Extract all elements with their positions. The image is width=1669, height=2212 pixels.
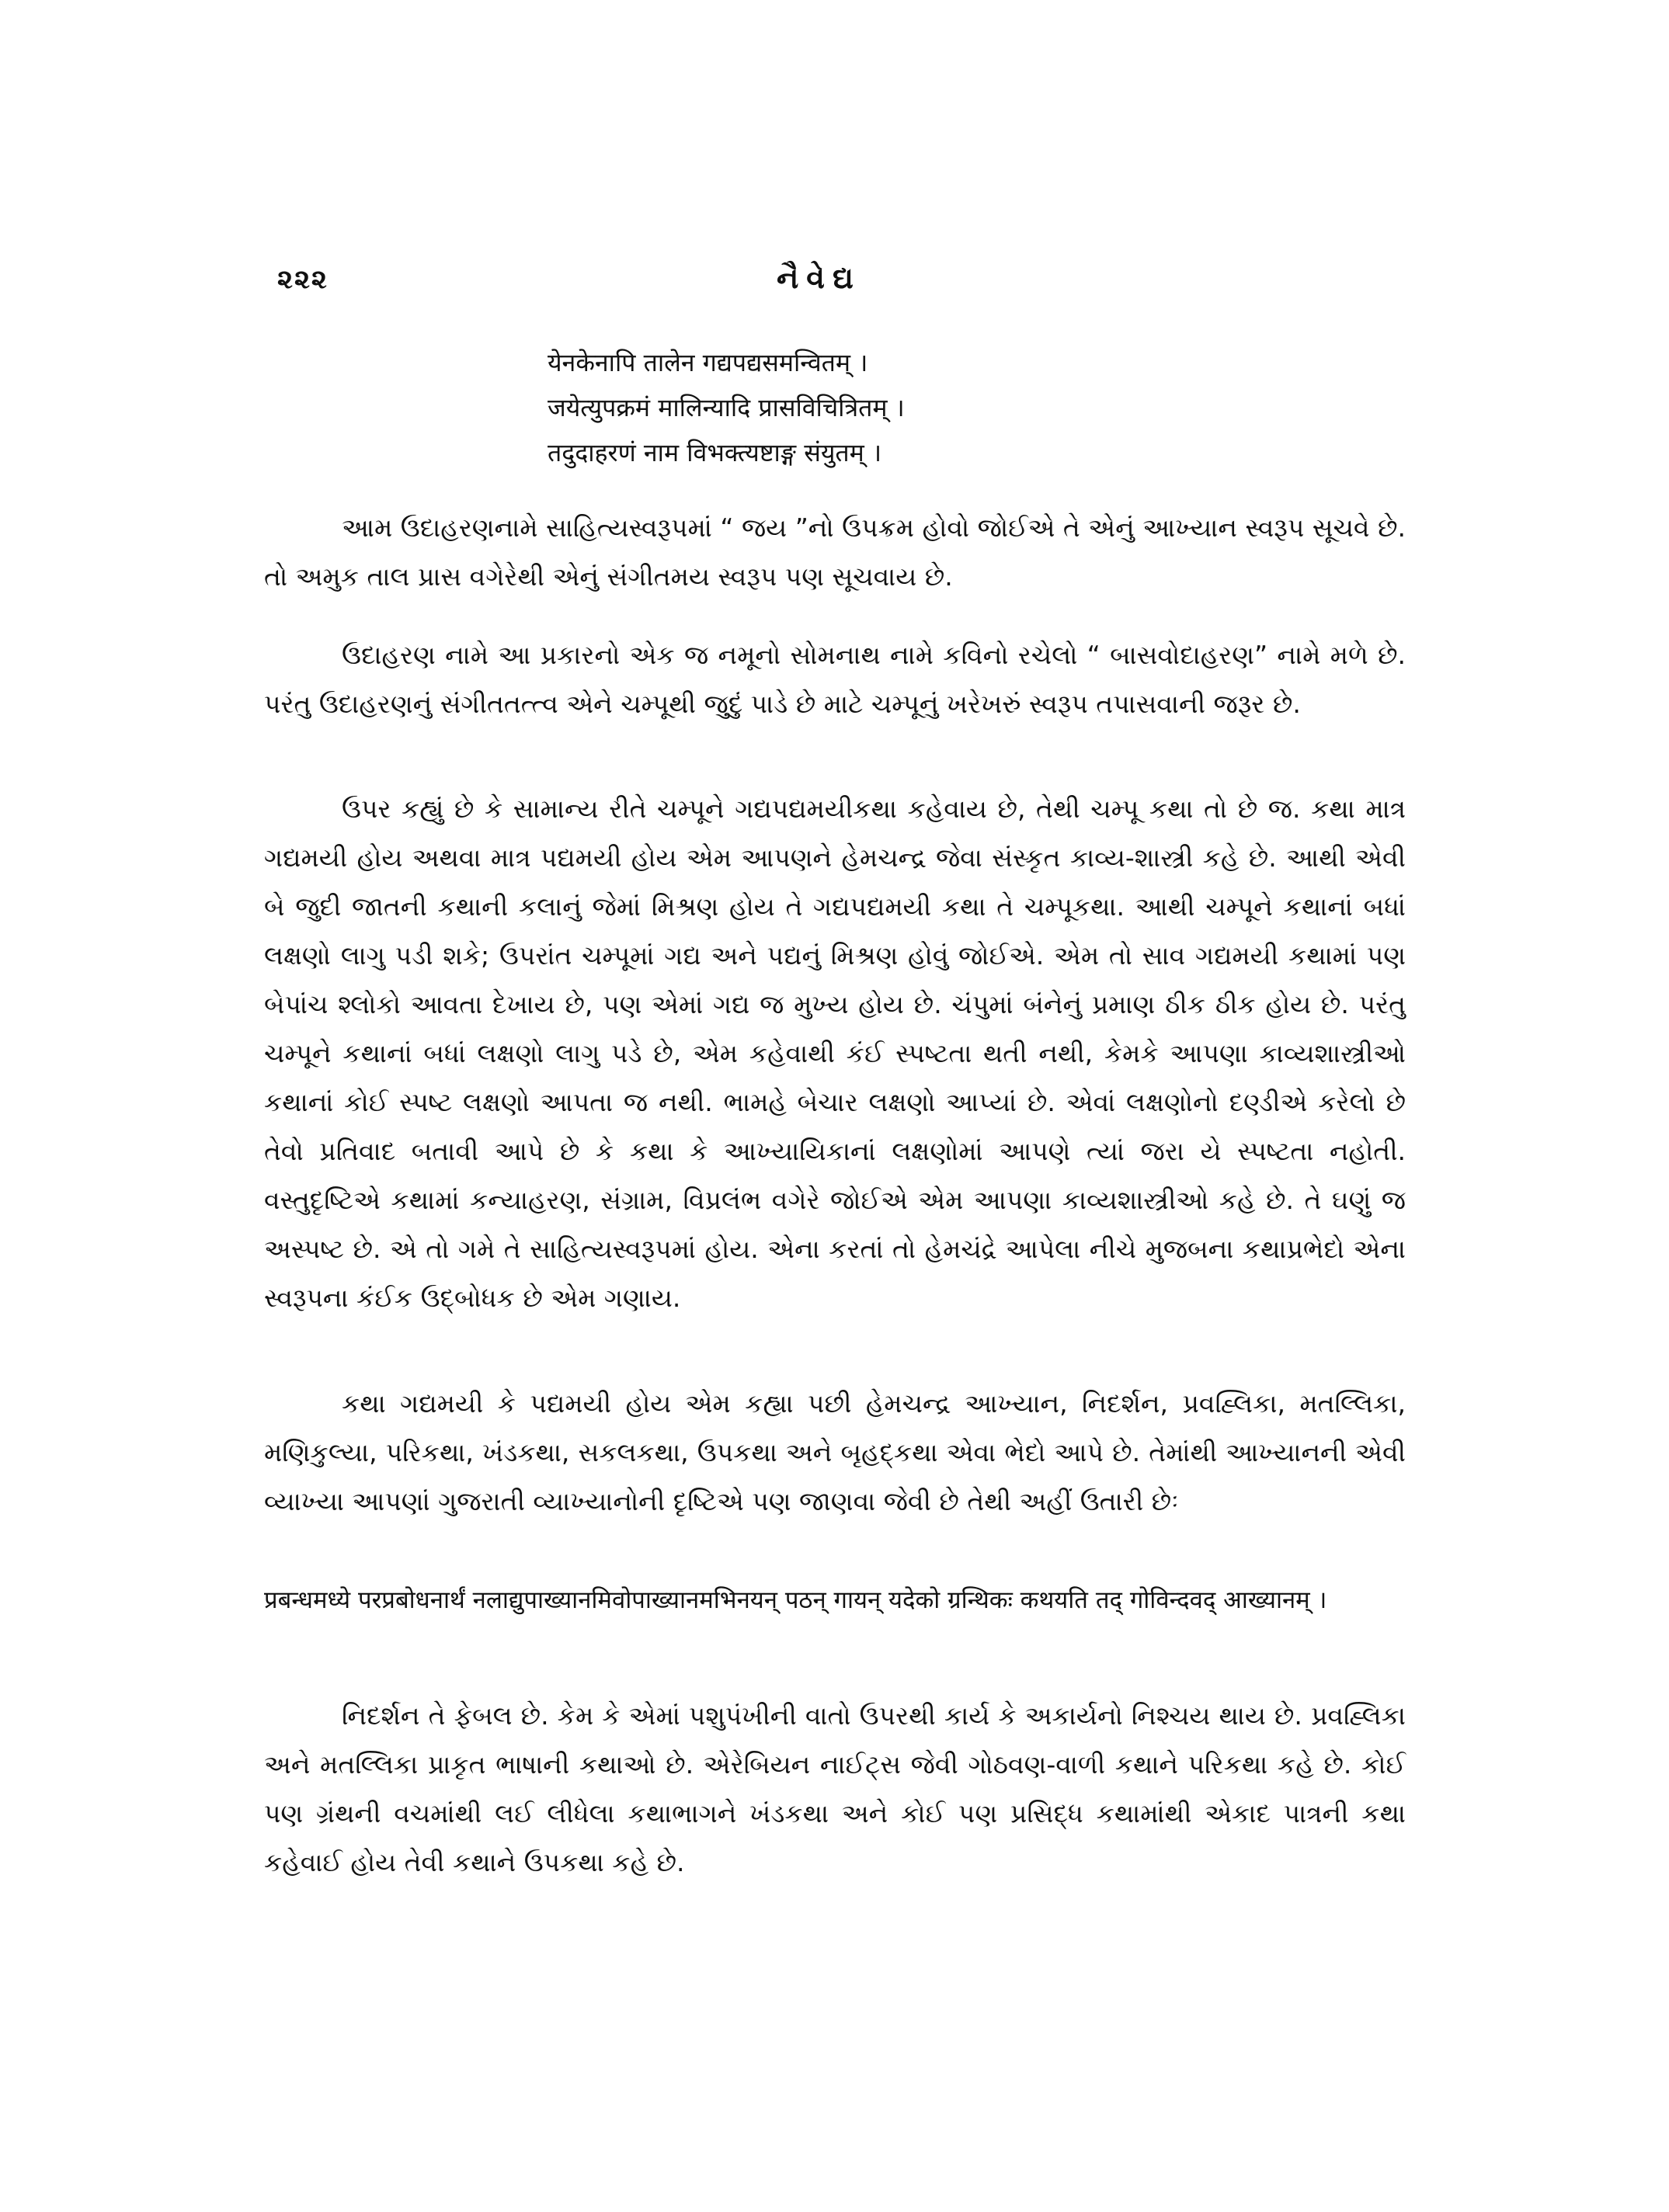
verse-line: जयेत्युपक्रमं मालिन्यादि प्रासविचित्रितम् । (548, 393, 905, 422)
running-head: નૈવેદ્ય (777, 261, 861, 295)
page-number: ૨૨૨ (277, 264, 329, 295)
sanskrit-verse (548, 340, 1402, 475)
sanskrit-quote: प्रबन्धमध्ये परप्रबोधनार्थं नलाद्युपाख्यानमिवोपाख्यानमभिनयन् पठन् गायन् यदेको ग्रन्थिकः कथयति तद् गोविन्दवद् आख्यानम् । (264, 1586, 1327, 1614)
body-paragraph: ઉપર કહ્યું છે કે સામાન્ય રીતે ચમ્પૂને ગદ્યપદ્યમયીકથા કહેવાય છે, તેથી ચમ્પૂ કથા તો છે જ. કથા માત્ર ગદ્યમયી હોય અથવા માત્ર પદ્યમયી હોય એમ આપણને હેમચન્દ્ર જેવા સંસ્કૃત કાવ્ય-શાસ્ત્રી કહે છે. આથી એવી બે જુદી જાતની કથાની કલાનું જેમાં મિશ્રણ હોય તે ગદ્યપદ્યમયી કથા તે ચમ્પૂકથા. આથી ચમ્પૂને કથાનાં બધાં લક્ષણો લાગુ પડી શકે; ઉપરાંત ચમ્પૂમાં ગદ્ય અને પદ્યનું મિશ્રણ હોવું જોઈએ. એમ તો સાવ ગદ્યમયી કથામાં પણ બેપાંચ શ્લોકો આવતા દેખાય છે, પણ એમાં ગદ્ય જ મુખ્ય હોય છે. ચંપુમાં બંનેનું પ્રમાણ ઠીક ઠીક હોય છે. પરંતુ ચમ્પૂને કથાનાં બધાં લક્ષણો લાગુ પડે છે, એમ કહેવાથી કંઈ સ્પષ્ટતા થતી નથી, કેમકે આપણા કાવ્યશાસ્ત્રીઓ કથાનાં કોઈ સ્પષ્ટ લક્ષણો આપતા જ નથી. ભામહે બેચાર લક્ષણો આપ્યાં છે. એવાં લક્ષણોનો દણ્ડીએ કરેલો છે તેવો પ્રતિવાદ બતાવી આપે છે કે કથા કે આખ્યાયિકાનાં લક્ષણોમાં આપણે ત્યાં જરા યે સ્પષ્ટતા નહોતી. વસ્તુદૃષ્ટિએ કથામાં કન્યાહરણ, સંગ્રામ, વિપ્રલંભ વગેરે જોઈએ એમ આપણા કાવ્યશાસ્ત્રીઓ કહે છે. તે ઘણું જ અસ્પષ્ટ છે. એ તો ગમે તે સાહિત્યસ્વરૂપમાં હોય. એના કરતાં તો હેમચંદ્રે આપેલા નીચે મુજબના કથાપ્રભેદો એના સ્વરૂપના કંઈક ઉદ્બોધક છે એમ ગણાય. (264, 793, 1406, 1313)
verse-line: तदुदाहरणं नाम विभक्त्यष्टाङ्ग संयुतम् । (548, 438, 882, 467)
body-paragraph: ઉદાહરણ નામે આ પ્રકારનો એક જ નમૂનો સોમનાથ નામે કવિનો રચેલો “ બાસવોદાહરણ” નામે મળે છે. પરંતુ ઉદાહરણનું સંગીતતત્ત્વ એને ચમ્પૂથી જુદું પાડે છે માટે ચમ્પૂનું ખરેખરું સ્વરૂપ તપાસવાની જરૂર છે. (264, 640, 1406, 719)
verse-line: येनकेनापि तालेन गद्यपद्यसमन्वितम् । (548, 348, 868, 377)
body-paragraph: નિદર્શન તે ફેબલ છે. કેમ કે એમાં પશુપંખીની વાતો ઉપરથી કાર્ય કે અકાર્યનો નિશ્ચય થાય છે. પ્રવહ્લિકા અને મતલ્લિકા પ્રાકૃત ભાષાની કથાઓ છે. એરેબિયન નાઈટ્સ જેવી ગોઠવણ-વાળી કથાને પરિકથા કહે છે. કોઈ પણ ગ્રંથની વચમાંથી લઈ લીધેલા કથાભાગને ખંડકથા અને કોઈ પણ પ્રસિદ્ધ કથામાંથી એકાદ પાત્રની કથા કહેવાઈ હોય તેવી કથાને ઉપકથા કહે છે. (264, 1700, 1406, 1877)
body-paragraph: આમ ઉદાહરણનામે સાહિત્યસ્વરૂપમાં “ જય ”નો ઉપક્રમ હોવો જોઈએ તે એનું આખ્યાન સ્વરૂપ સૂચવે છે. તો અમુક તાલ પ્રાસ વગેરેથી એનું સંગીતમય સ્વરૂપ પણ સૂચવાય છે. (264, 512, 1406, 592)
body-paragraph: કથા ગદ્યમયી કે પદ્યમયી હોય એમ કહ્યા પછી હેમચન્દ્ર આખ્યાન, નિદર્શન, પ્રવહ્લિકા, મતલ્લિકા, મણિકુલ્યા, પરિકથા, ખંડકથા, સકલકથા, ઉપકથા અને બૃહદ્કથા એવા ભેદો આપે છે. તેમાંથી આખ્યાનની એવી વ્યાખ્યા આપણાં ગુજરાતી વ્યાખ્યાનોની દૃષ્ટિએ પણ જાણવા જેવી છે તેથી અહીં ઉતારી છેઃ (264, 1388, 1406, 1516)
